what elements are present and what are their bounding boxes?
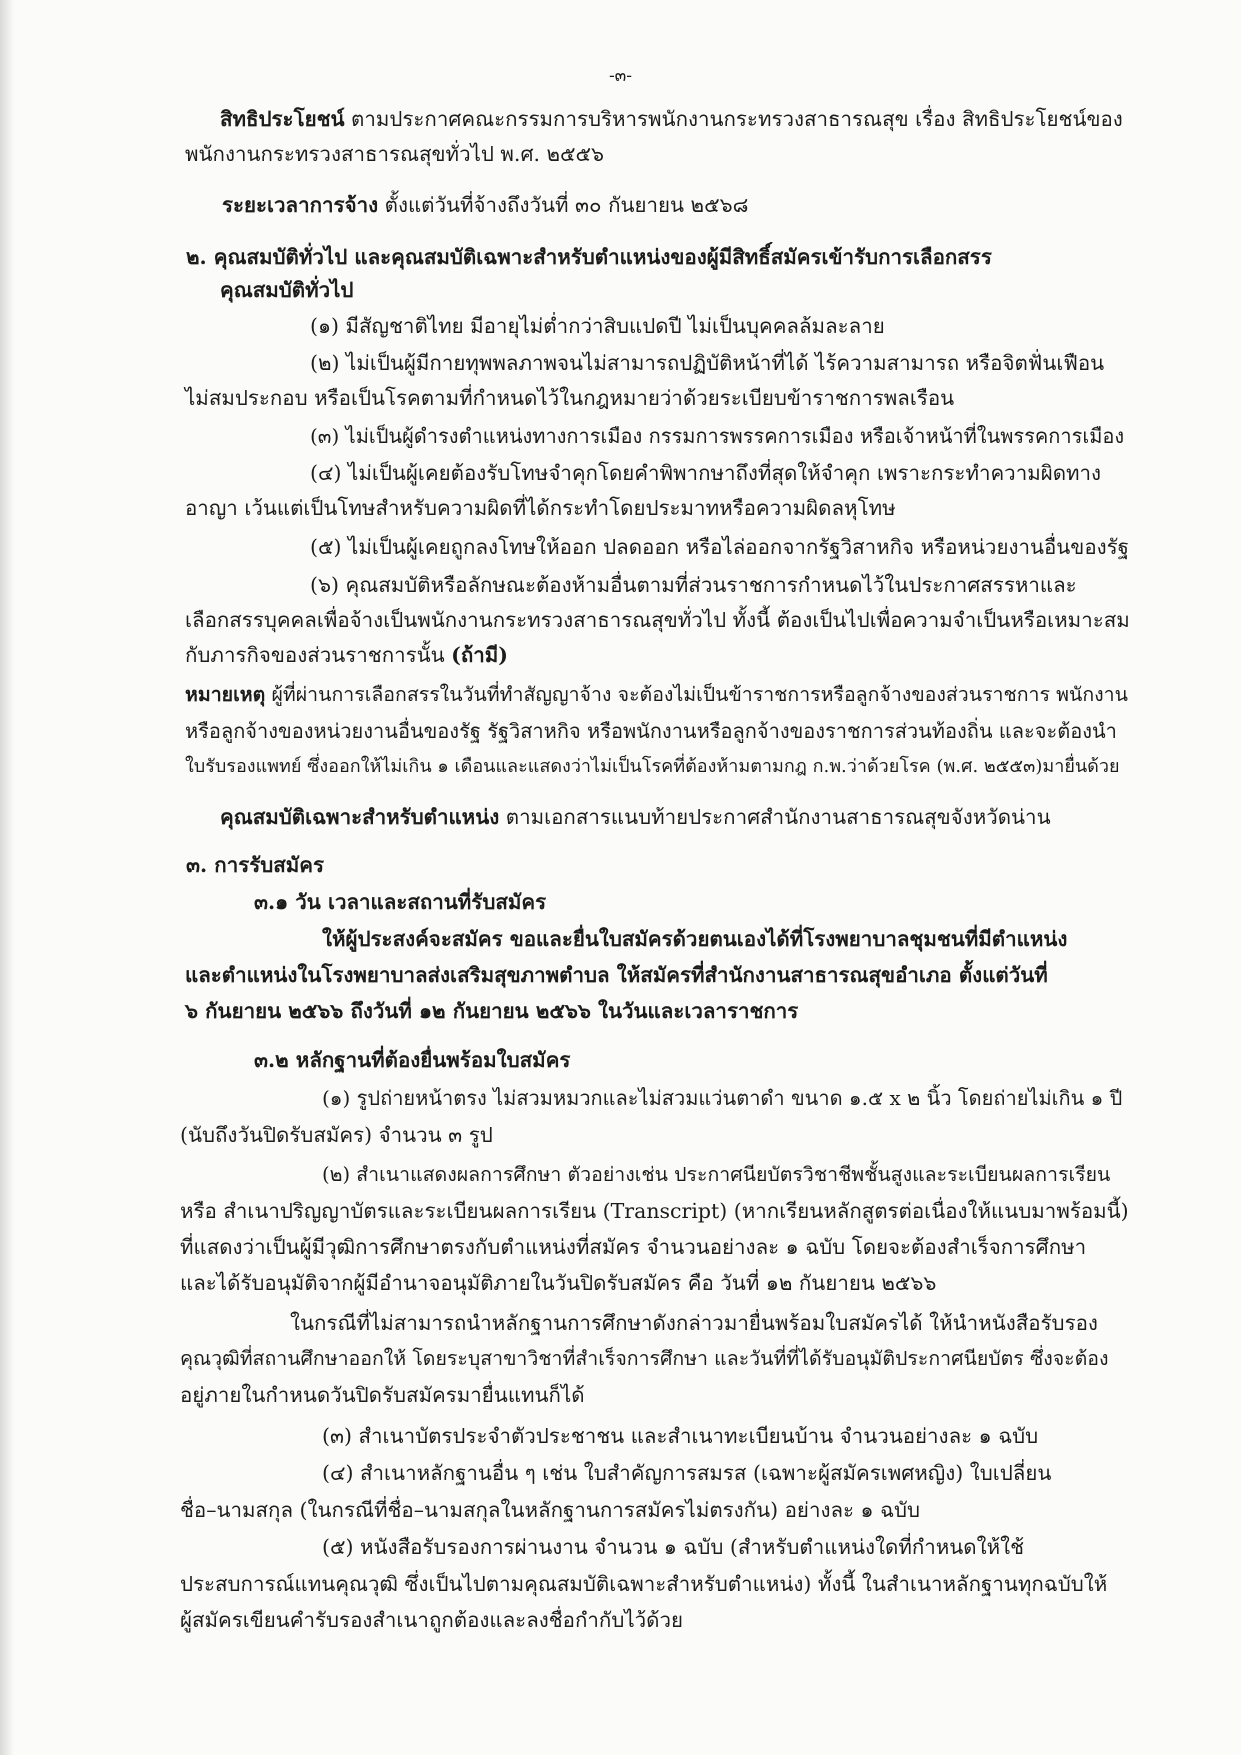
- note-text: ผู้ที่ผ่านการเลือกสรรในวันที่ทำสัญญาจ้าง จะต้องไม่เป็นข้าราชการหรือลูกจ้างของส่วนราชการ พนักงาน: [265, 683, 1128, 706]
- document-2-line-4: และได้รับอนุมัติจากผู้มีอำนาจอนุมัติภายในวันปิดรับสมัคร คือ วันที่ ๑๒ กันยายน ๒๕๖๖: [180, 1271, 937, 1295]
- if-any-note: (ถ้ามี): [451, 643, 509, 667]
- document-2-line-6: คุณวุฒิที่สถานศึกษาออกให้ โดยระบุสาขาวิชาที่สำเร็จการศึกษา และวันที่ที่ได้รับอนุมัติประกาศนียบัตร ซึ่งจะต้อง: [180, 1347, 1109, 1370]
- benefits-label: สิทธิประโยชน์: [220, 107, 345, 131]
- qualification-6-text: กับภารกิจของส่วนราชการนั้น: [185, 643, 452, 667]
- note-line-1: [185, 680, 1128, 710]
- qualification-2-line-2: ไม่สมประกอบ หรือเป็นโรคตามที่กำหนดไว้ในกฎหมายว่าด้วยระเบียบข้าราชการพลเรือน: [185, 386, 955, 410]
- document-2-line-2: หรือ สำเนาปริญญาบัตรและระเบียนผลการเรียน (Transcript) (หากเรียนหลักสูตรต่อเนื่องให้แนบมาพร้อมนี้): [180, 1199, 1129, 1223]
- qualification-6-line-1: (๖) คุณสมบัติหรือลักษณะต้องห้ามอื่นตามที่ส่วนราชการกำหนดไว้ในประกาศสรรหาและ: [310, 573, 1077, 597]
- qualification-6-line-3: [185, 640, 508, 670]
- document-2-line-3: ที่แสดงว่าเป็นผู้มีวุฒิการศึกษาตรงกับตำแหน่งที่สมัคร จำนวนอย่างละ ๑ ฉบับ โดยจะต้องสำเร็จการศึกษา: [180, 1235, 1087, 1259]
- qualification-2-line-1: (๒) ไม่เป็นผู้มีกายทุพพลภาพจนไม่สามารถปฏิบัติหน้าที่ได้ ไร้ความสามารถ หรือจิตฟั่นเฟือน: [310, 351, 1105, 375]
- document-2-line-5: ในกรณีที่ไม่สามารถนำหลักฐานการศึกษาดังกล่าวมายื่นพร้อมใบสมัครได้ ให้นำหนังสือรับรอง: [290, 1311, 1098, 1335]
- document-4-line-2: ชื่อ–นามสกุล (ในกรณีที่ชื่อ–นามสกุลในหลักฐานการสมัครไม่ตรงกัน) อย่างละ ๑ ฉบับ: [180, 1498, 921, 1522]
- qualification-5: (๕) ไม่เป็นผู้เคยถูกลงโทษให้ออก ปลดออก หรือไล่ออกจากรัฐวิสาหกิจ หรือหน่วยงานอื่นของรัฐ: [310, 535, 1129, 559]
- page-number: -๓-: [608, 66, 633, 86]
- document-3: (๓) สำเนาบัตรประจำตัวประชาชน และสำเนาทะเบียนบ้าน จำนวนอย่างละ ๑ ฉบับ: [322, 1424, 1039, 1448]
- qualification-3: (๓) ไม่เป็นผู้ดำรงตำแหน่งทางการเมือง กรรมการพรรคการเมือง หรือเจ้าหน้าที่ในพรรคการเมือง: [310, 424, 1125, 448]
- document-5-line-1: (๕) หนังสือรับรองการผ่านงาน จำนวน ๑ ฉบับ (สำหรับตำแหน่งใดที่กำหนดให้ใช้: [322, 1535, 1025, 1559]
- document-2-line-7: อยู่ภายในกำหนดวันปิดรับสมัครมายื่นแทนก็ได้: [180, 1383, 585, 1407]
- specific-qualifications-label: คุณสมบัติเฉพาะสำหรับตำแหน่ง: [220, 805, 500, 829]
- note-line-2: หรือลูกจ้างของหน่วยงานอื่นของรัฐ รัฐวิสาหกิจ หรือพนักงานหรือลูกจ้างของราชการส่วนท้องถิ่น และจะต้องนำ: [185, 719, 1117, 743]
- qualification-6-line-2: เลือกสรรบุคคลเพื่อจ้างเป็นพนักงานกระทรวงสาธารณสุขทั่วไป ทั้งนี้ ต้องเป็นไปเพื่อความจำเป็นหรือเหมาะสม: [185, 608, 1130, 632]
- specific-qualifications: [220, 802, 1051, 832]
- benefits-line-1: [220, 104, 1123, 134]
- document-1-line-1: (๑) รูปถ่ายหน้าตรง ไม่สวมหมวกและไม่สวมแว่นตาดำ ขนาด ๑.๕ x ๒ นิ้ว โดยถ่ายไม่เกิน ๑ ปี: [322, 1086, 1123, 1110]
- document-5-line-3: ผู้สมัครเขียนคำรับรองสำเนาถูกต้องและลงชื่อกำกับไว้ด้วย: [180, 1608, 683, 1632]
- document-4-line-1: (๔) สำเนาหลักฐานอื่น ๆ เช่น ใบสำคัญการสมรส (เฉพาะผู้สมัครเพศหญิง) ใบเปลี่ยน: [322, 1461, 1052, 1485]
- section-3-1-heading: ๓.๑ วัน เวลาและสถานที่รับสมัคร: [254, 890, 547, 914]
- section-3-1-line-3: ๖ กันยายน ๒๕๖๖ ถึงวันที่ ๑๒ กันยายน ๒๕๖๖ ในวันและเวลาราชการ: [185, 999, 799, 1023]
- benefits-line-2: พนักงานกระทรวงสาธารณสุขทั่วไป พ.ศ. ๒๕๕๖: [185, 142, 605, 166]
- section-3-heading: ๓. การรับสมัคร: [186, 853, 324, 877]
- section-2-heading: ๒. คุณสมบัติทั่วไป และคุณสมบัติเฉพาะสำหรับตำแหน่งของผู้มีสิทธิ์สมัครเข้ารับการเลือกสรร: [186, 245, 992, 269]
- scan-edge-shadow: [0, 0, 14, 1755]
- document-5-line-2: ประสบการณ์แทนคุณวุฒิ ซึ่งเป็นไปตามคุณสมบัติเฉพาะสำหรับตำแหน่ง) ทั้งนี้ ในสำเนาหลักฐานทุกฉบับให้: [180, 1572, 1108, 1596]
- document-2-line-1: (๒) สำเนาแสดงผลการศึกษา ตัวอย่างเช่น ประกาศนียบัตรวิชาชีพชั้นสูงและระเบียนผลการเรียน: [322, 1163, 1111, 1186]
- section-3-1-line-1: ให้ผู้ประสงค์จะสมัคร ขอและยื่นใบสมัครด้วยตนเองได้ที่โรงพยาบาลชุมชนที่มีตำแหน่ง: [322, 927, 1068, 951]
- employment-period: [222, 190, 748, 220]
- qualification-4-line-1: (๔) ไม่เป็นผู้เคยต้องรับโทษจำคุกโดยคำพิพากษาถึงที่สุดให้จำคุก เพราะกระทำความผิดทาง: [310, 461, 1102, 485]
- specific-qualifications-text: ตามเอกสารแนบท้ายประกาศสำนักงานสาธารณสุขจังหวัดน่าน: [499, 805, 1051, 829]
- document-1-line-2: (นับถึงวันปิดรับสมัคร) จำนวน ๓ รูป: [180, 1123, 493, 1147]
- section-3-2-heading: ๓.๒ หลักฐานที่ต้องยื่นพร้อมใบสมัคร: [254, 1048, 571, 1072]
- employment-period-label: ระยะเวลาการจ้าง: [222, 193, 379, 217]
- section-3-1-line-2: และตำแหน่งในโรงพยาบาลส่งเสริมสุขภาพตำบล ให้สมัครที่สำนักงานสาธารณสุขอำเภอ ตั้งแต่วันที่: [185, 963, 1048, 987]
- general-qualifications-heading: คุณสมบัติทั่วไป: [220, 278, 354, 302]
- employment-period-text: ตั้งแต่วันที่จ้างถึงวันที่ ๓๐ กันยายน ๒๕๖๘: [378, 193, 749, 217]
- note-label: หมายเหตุ: [185, 683, 266, 706]
- benefits-text: ตามประกาศคณะกรรมการบริหารพนักงานกระทรวงสาธารณสุข เรื่อง สิทธิประโยชน์ของ: [344, 107, 1123, 131]
- note-line-3: ใบรับรองแพทย์ ซึ่งออกให้ไม่เกิน ๑ เดือนและแสดงว่าไม่เป็นโรคที่ต้องห้ามตามกฎ ก.พ.ว่าด้วยโรค (พ.ศ. ๒๕๕๓)มายื่นด้วย: [185, 756, 1120, 777]
- qualification-1: (๑) มีสัญชาติไทย มีอายุไม่ต่ำกว่าสิบแปดปี ไม่เป็นบุคคลล้มละลาย: [310, 314, 885, 338]
- qualification-4-line-2: อาญา เว้นแต่เป็นโทษสำหรับความผิดที่ได้กระทำโดยประมาทหรือความผิดลหุโทษ: [185, 496, 896, 520]
